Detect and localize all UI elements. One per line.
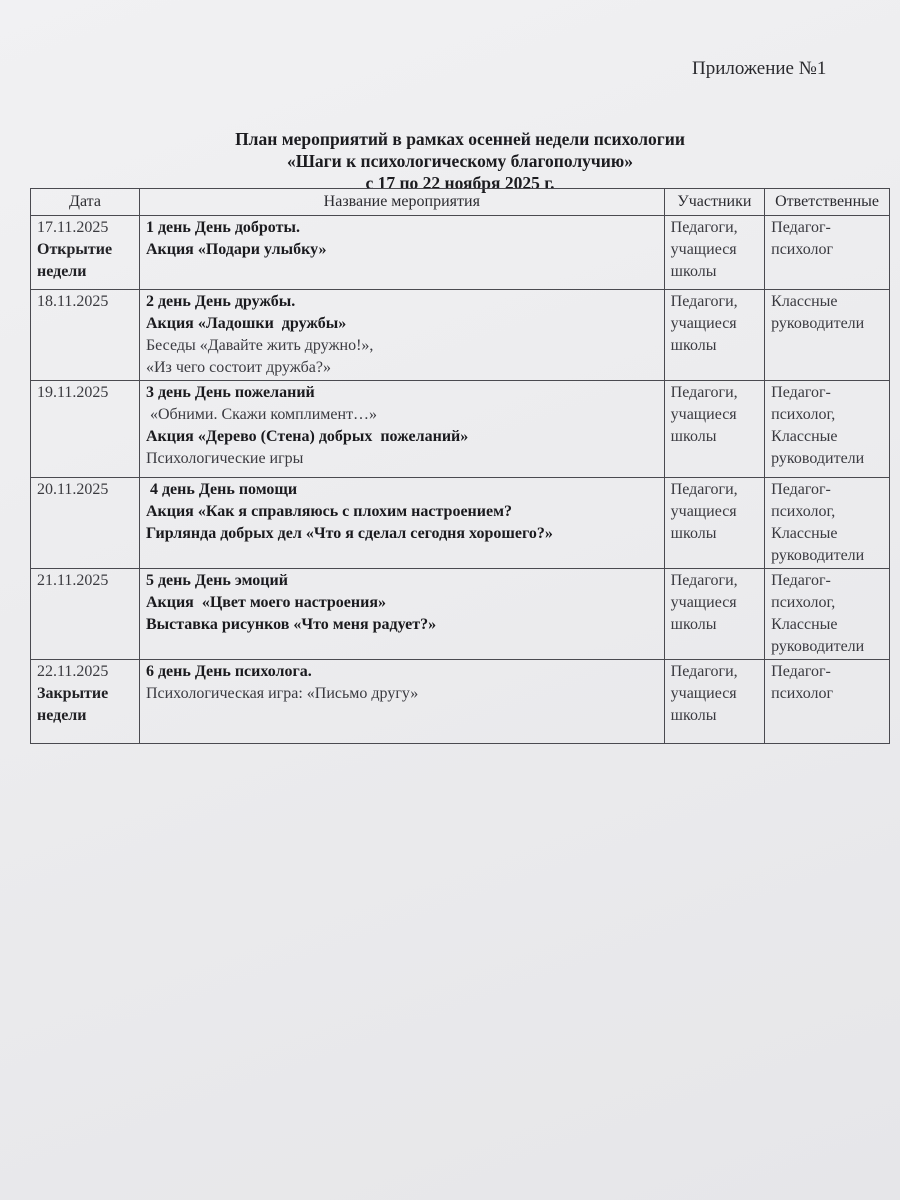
participants-line: учащиеся <box>670 315 737 332</box>
date-cell <box>31 478 140 569</box>
table-header-row <box>31 189 890 216</box>
responsible-line: руководители <box>771 315 865 332</box>
date-cell <box>31 381 140 478</box>
participants-line: учащиеся <box>670 503 737 520</box>
date-note: недели <box>37 263 87 280</box>
table-row <box>31 660 890 744</box>
event-line: 2 день День дружбы. <box>145 293 296 310</box>
participants-cell <box>664 660 764 744</box>
event-cell <box>139 381 664 478</box>
table-row <box>31 569 890 660</box>
table-row <box>31 478 890 569</box>
responsible-line: Педагог- <box>771 481 831 498</box>
event-line: Беседы «Давайте жить дружно!», <box>145 337 374 354</box>
participants-cell <box>664 290 764 381</box>
table-row <box>31 381 890 478</box>
event-cell <box>139 478 664 569</box>
event-cell <box>139 569 664 660</box>
event-line: Гирлянда добрых дел «Что я сделал сегодня хорошего?» <box>145 525 553 542</box>
title-line-1: План мероприятий в рамках осенней недели психологии <box>235 129 685 149</box>
participants-line: Педагоги, <box>670 663 738 680</box>
responsible-line: психолог, <box>771 594 836 611</box>
title-line-2: «Шаги к психологическому благополучию» <box>286 151 634 171</box>
participants-line: учащиеся <box>670 685 737 702</box>
date-note: недели <box>37 707 87 724</box>
date-cell <box>31 569 140 660</box>
responsible-line: Педагог- <box>771 219 831 236</box>
responsible-line: Классные <box>771 428 838 445</box>
event-cell <box>139 660 664 744</box>
date-note: Открытие <box>37 241 113 258</box>
participants-line: Педагоги, <box>670 481 738 498</box>
responsible-line: Педагог- <box>771 572 831 589</box>
responsible-line: руководители <box>771 547 865 564</box>
participants-line: школы <box>670 337 717 354</box>
responsible-line: Педагог- <box>771 384 831 401</box>
participants-cell <box>664 216 764 290</box>
events-plan-table <box>30 188 890 744</box>
responsible-cell <box>765 381 890 478</box>
participants-line: школы <box>670 525 717 542</box>
event-line: Акция «Подари улыбку» <box>145 241 327 258</box>
document-title <box>130 128 790 194</box>
table-row <box>31 216 890 290</box>
participants-line: учащиеся <box>670 241 737 258</box>
event-cell <box>139 216 664 290</box>
event-line: 3 день День пожеланий <box>145 384 315 401</box>
event-line: Психологическая игра: «Письмо другу» <box>145 685 419 702</box>
event-line: 4 день День помощи <box>145 481 298 498</box>
date-value: 22.11.2025 <box>37 663 109 680</box>
date-cell <box>31 660 140 744</box>
appendix-label: Приложение №1 <box>692 58 827 79</box>
event-line: 5 день День эмоций <box>145 572 288 589</box>
date-note: Закрытие <box>37 685 109 702</box>
event-line: Выставка рисунков «Что меня радует?» <box>145 616 437 633</box>
event-line: 1 день День доброты. <box>145 219 300 236</box>
participants-line: Педагоги, <box>670 219 738 236</box>
participants-line: учащиеся <box>670 594 737 611</box>
header-event: Название мероприятия <box>139 189 664 216</box>
responsible-line: психолог, <box>771 503 836 520</box>
responsible-line: психолог <box>771 685 834 702</box>
responsible-cell <box>765 216 890 290</box>
responsible-cell <box>765 290 890 381</box>
participants-cell <box>664 569 764 660</box>
participants-line: Педагоги, <box>670 572 738 589</box>
participants-line: Педагоги, <box>670 293 738 310</box>
event-line: Акция «Как я справляюсь с плохим настроением? <box>145 503 512 520</box>
participants-line: школы <box>670 707 717 724</box>
event-line: Акция «Дерево (Стена) добрых пожеланий» <box>145 428 469 445</box>
participants-line: школы <box>670 263 717 280</box>
responsible-cell <box>765 569 890 660</box>
participants-line: школы <box>670 616 717 633</box>
date-value: 21.11.2025 <box>37 572 109 589</box>
date-value: 20.11.2025 <box>37 481 109 498</box>
responsible-line: Классные <box>771 525 838 542</box>
header-date: Дата <box>31 189 140 216</box>
responsible-line: руководители <box>771 450 865 467</box>
responsible-line: психолог, <box>771 406 836 423</box>
responsible-cell <box>765 660 890 744</box>
responsible-line: руководители <box>771 638 865 655</box>
event-line: 6 день День психолога. <box>145 663 312 680</box>
event-line: Акция «Ладошки дружбы» <box>145 315 347 332</box>
participants-cell <box>664 478 764 569</box>
responsible-line: Классные <box>771 293 838 310</box>
participants-line: Педагоги, <box>670 384 738 401</box>
date-cell <box>31 290 140 381</box>
event-line: Психологические игры <box>145 450 304 467</box>
date-value: 17.11.2025 <box>37 219 109 236</box>
participants-line: учащиеся <box>670 406 737 423</box>
header-participants: Участники <box>664 189 764 216</box>
date-cell <box>31 216 140 290</box>
responsible-cell <box>765 478 890 569</box>
table-row <box>31 290 890 381</box>
date-value: 18.11.2025 <box>37 293 109 310</box>
event-line: Акция «Цвет моего настроения» <box>145 594 386 611</box>
table-body <box>31 216 890 744</box>
responsible-line: Педагог- <box>771 663 831 680</box>
event-cell <box>139 290 664 381</box>
responsible-line: психолог <box>771 241 834 258</box>
event-line: «Обними. Скажи комплимент…» <box>145 406 378 423</box>
event-line: «Из чего состоит дружба?» <box>145 359 331 376</box>
responsible-line: Классные <box>771 616 838 633</box>
participants-cell <box>664 381 764 478</box>
participants-line: школы <box>670 428 717 445</box>
header-responsible: Ответственные <box>765 189 890 216</box>
date-value: 19.11.2025 <box>37 384 109 401</box>
title-line-3: с 17 по 22 ноября 2025 г. <box>365 173 555 193</box>
